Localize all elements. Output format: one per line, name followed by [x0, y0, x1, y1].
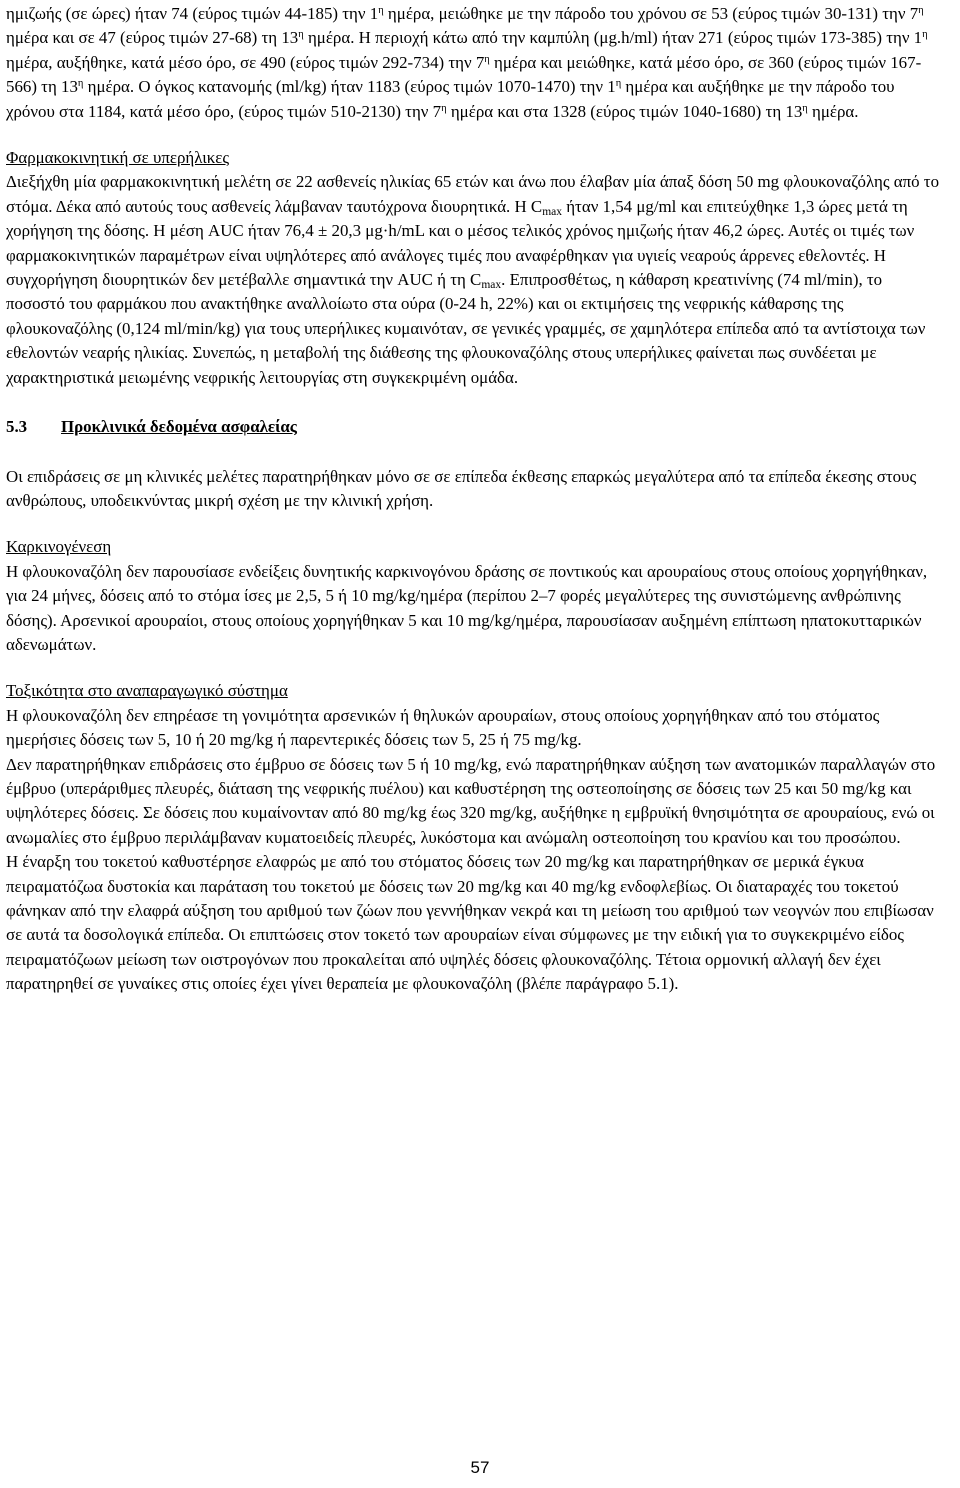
reproductive-paragraph-embryo: Δεν παρατηρήθηκαν επιδράσεις στο έμβρυο σε δόσεις των 5 ή 10 mg/kg, ενώ παρατηρήθηκαν αύξηση των ανατομικών παραλλαγών στο έμβρυο (υπεράριθμες πλευρές, διάταση της νεφρικής πυέλου) και καθυστέρηση της οστεοποίησης σε δόσεις των 25 και 50 mg/kg και υψηλότερες δόσεις. Σε δόσεις που κυμαίνονταν από 80 mg/kg έως 320 mg/kg, αυξήθηκε η εμβρυϊκή θνησιμότητα σε αρουραίους, ενώ οι ανωμαλίες στο έμβρυο περιλάμβαναν κυματοειδείς πλευρές, λυκόστομα και ανώμαλη οστεοποίηση του κρανίου και του προσώπου.	[6, 754, 936, 847]
preclinical-intro-paragraph: Οι επιδράσεις σε μη κλινικές μελέτες παρατηρήθηκαν μόνο σε σε επίπεδα έκθεσης επαρκώς μεγαλύτερα από τα επίπεδα έκεσης στους ανθρώπους, υποδεικνύντας μικρή σχέση με την κλινική χρήση.	[6, 466, 917, 510]
section-5-3-heading	[6, 415, 942, 439]
elderly-pk-paragraph: Διεξήχθη μία φαρμακοκινητική μελέτη σε 22 ασθενείς ηλικίας 65 ετών και άνω που έλαβαν μία άπαξ δόση 50 mg φλουκοναζόλης από το στόμα. Δέκα από αυτούς τους ασθενείς λάμβαναν ταυτόχρονα διουρητικά. Η $C_{max}$ ήταν 1,54 μg/ml και επιτεύχθηκε 1,3 ώρες μετά τη χορήγηση της δόσης. Η μέση AUC ήταν 76,4 ± 20,3 μg·h/mL και ο μέσος τελικός χρόνος ημιζωής ήταν 46,2 ώρες. Αυτές οι τιμές των φαρμακοκινητικών παραμέτρων είναι υψηλότερες από ανάλογες τιμές που αναφέρθηκαν για υγιείς νεαρούς άρρενες εθελοντές. Η συγχορήγηση διουρητικών δεν μετέβαλλε σημαντικά την AUC ή τη $C_{max}$. Επιπροσθέτως, η κάθαρση κρεατινίνης (74 ml/min), το ποσοστό του φαρμάκου που ανακτήθηκε αναλλοίωτο στα ούρα (0-24 h, 22%) και οι εκτιμήσεις της νεφρικής κάθαρσης της φλουκοναζόλης (0,124 ml/min/kg) για τους υπερήλικες κυμαινόταν, σε γενικές γραμμές, σε χαμηλότερα επίπεδα από τα αντίστοιχα των εθελοντών νεαρής ηλικίας. Συνεπώς, η μεταβολή της διάθεσης της φλουκοναζόλης στους υπερήλικες φαίνεται πως συνδέεται με χαρακτηριστικά μειωμένης νεφρικής λειτουργίας στη συγκεκριμένη ομάδα.	[6, 172, 940, 387]
section-number: 5.3	[6, 417, 28, 437]
section-title: Προκλινικά δεδομένα ασφαλείας	[61, 417, 297, 437]
carcinogenesis-paragraph: Η φλουκοναζόλη δεν παρουσίασε ενδείξεις δυνητικής καρκινογόνου δράσης σε ποντικούς και αρουραίους στους οποίους χορηγήθηκαν, για 24 μήνες, δόσεις από το στόμα ίσες με 2,5, 5 ή 10 mg/kg/ημέρα (περίπου 2–7 φορές μεγαλύτερες της συνιστώμενης ανθρώπινης δόσης). Αρσενικοί αρουραίοι, στους οποίους χορηγήθηκαν 5 και 10 mg/kg/ημέρα, παρουσίασαν αυξημένη επίπτωση ηπατοκυτταρικών αδενωμάτων.	[6, 561, 928, 654]
elderly-pk-heading: Φαρμακοκινητική σε υπερήλικες	[6, 148, 230, 168]
reproductive-toxicity-heading: Τοξικότητα στο αναπαραγωγικό σύστημα	[6, 681, 288, 701]
pk-continued-paragraph: ημιζωής (σε ώρες) ήταν 74 (εύρος τιμών 44-185) την $1^\eta$ ημέρα, μειώθηκε με την πάροδο του χρόνου σε 53 (εύρος τιμών 30-131) την $7^\eta$ ημέρα και σε 47 (εύρος τιμών 27-68) τη $13^\eta$ ημέρα. Η περιοχή κάτω από την καμπύλη (μg.h/ml) ήταν 271 (εύρος τιμών 173-385) την $1^\eta$ ημέρα, αυξήθηκε, κατά μέσο όρο, σε 490 (εύρος τιμών 292-734) την $7^\eta$ ημέρα και μειώθηκε, κατά μέσο όρο, σε 360 (εύρος τιμών 167-566) τη $13^\eta$ ημέρα. Ο όγκος κατανομής (ml/kg) ήταν 1183 (εύρος τιμών 1070-1470) την $1^\eta$ ημέρα και αυξήθηκε με την πάροδο του χρόνου στα 1184, κατά μέσο όρο, (εύρος τιμών 510-2130) την $7^\eta$ ημέρα και στα 1328 (εύρος τιμών 1040-1680) τη $13^\eta$ ημέρα.	[6, 4, 928, 121]
reproductive-paragraph-fertility: Η φλουκοναζόλη δεν επηρέασε τη γονιμότητα αρσενικών ή θηλυκών αρουραίων, στους οποίους χορηγήθηκαν από του στόματος ημερήσιες δόσεις των 5, 10 ή 20 mg/kg ή παρεντερικές δόσεις των 5, 25 ή 75 mg/kg.	[6, 705, 880, 750]
reproductive-paragraph-parturition: Η έναρξη του τοκετού καθυστέρησε ελαφρώς με από του στόματος δόσεις των 20 mg/kg και παρατηρήθηκαν σε μερικά έγκυα πειραματόζωα δυστοκία και παράταση του τοκετού με δόσεις των 20 mg/kg και 40 mg/kg ενδοφλεβίως. Οι διαταραχές του τοκετού φάνηκαν από την ελαφρά αύξηση του αριθμού των ζώων που γεννήθηκαν νεκρά και τη μείωση του αριθμού των νεογνών που επιβίωσαν σε αυτά τα δοσολογικά επίπεδα. Οι επιπτώσεις στον τοκετό των αρουραίων είναι σύμφωνες με την ειδική για το συγκεκριμένο είδος πειραματόζωων μείωση των οιστρογόνων που προκαλείται από υψηλές δόσεις φλουκοναζόλης. Τέτοια ορμονική αλλαγή δεν έχει παρατηρηθεί σε γυναίκες στις οποίες έχει γίνει θεραπεία με φλουκοναζόλη (βλέπε παράγραφο 5.1).	[6, 852, 934, 994]
page-number: 57	[470, 1458, 490, 1477]
carcinogenesis-heading: Καρκινογένεση	[6, 537, 112, 557]
